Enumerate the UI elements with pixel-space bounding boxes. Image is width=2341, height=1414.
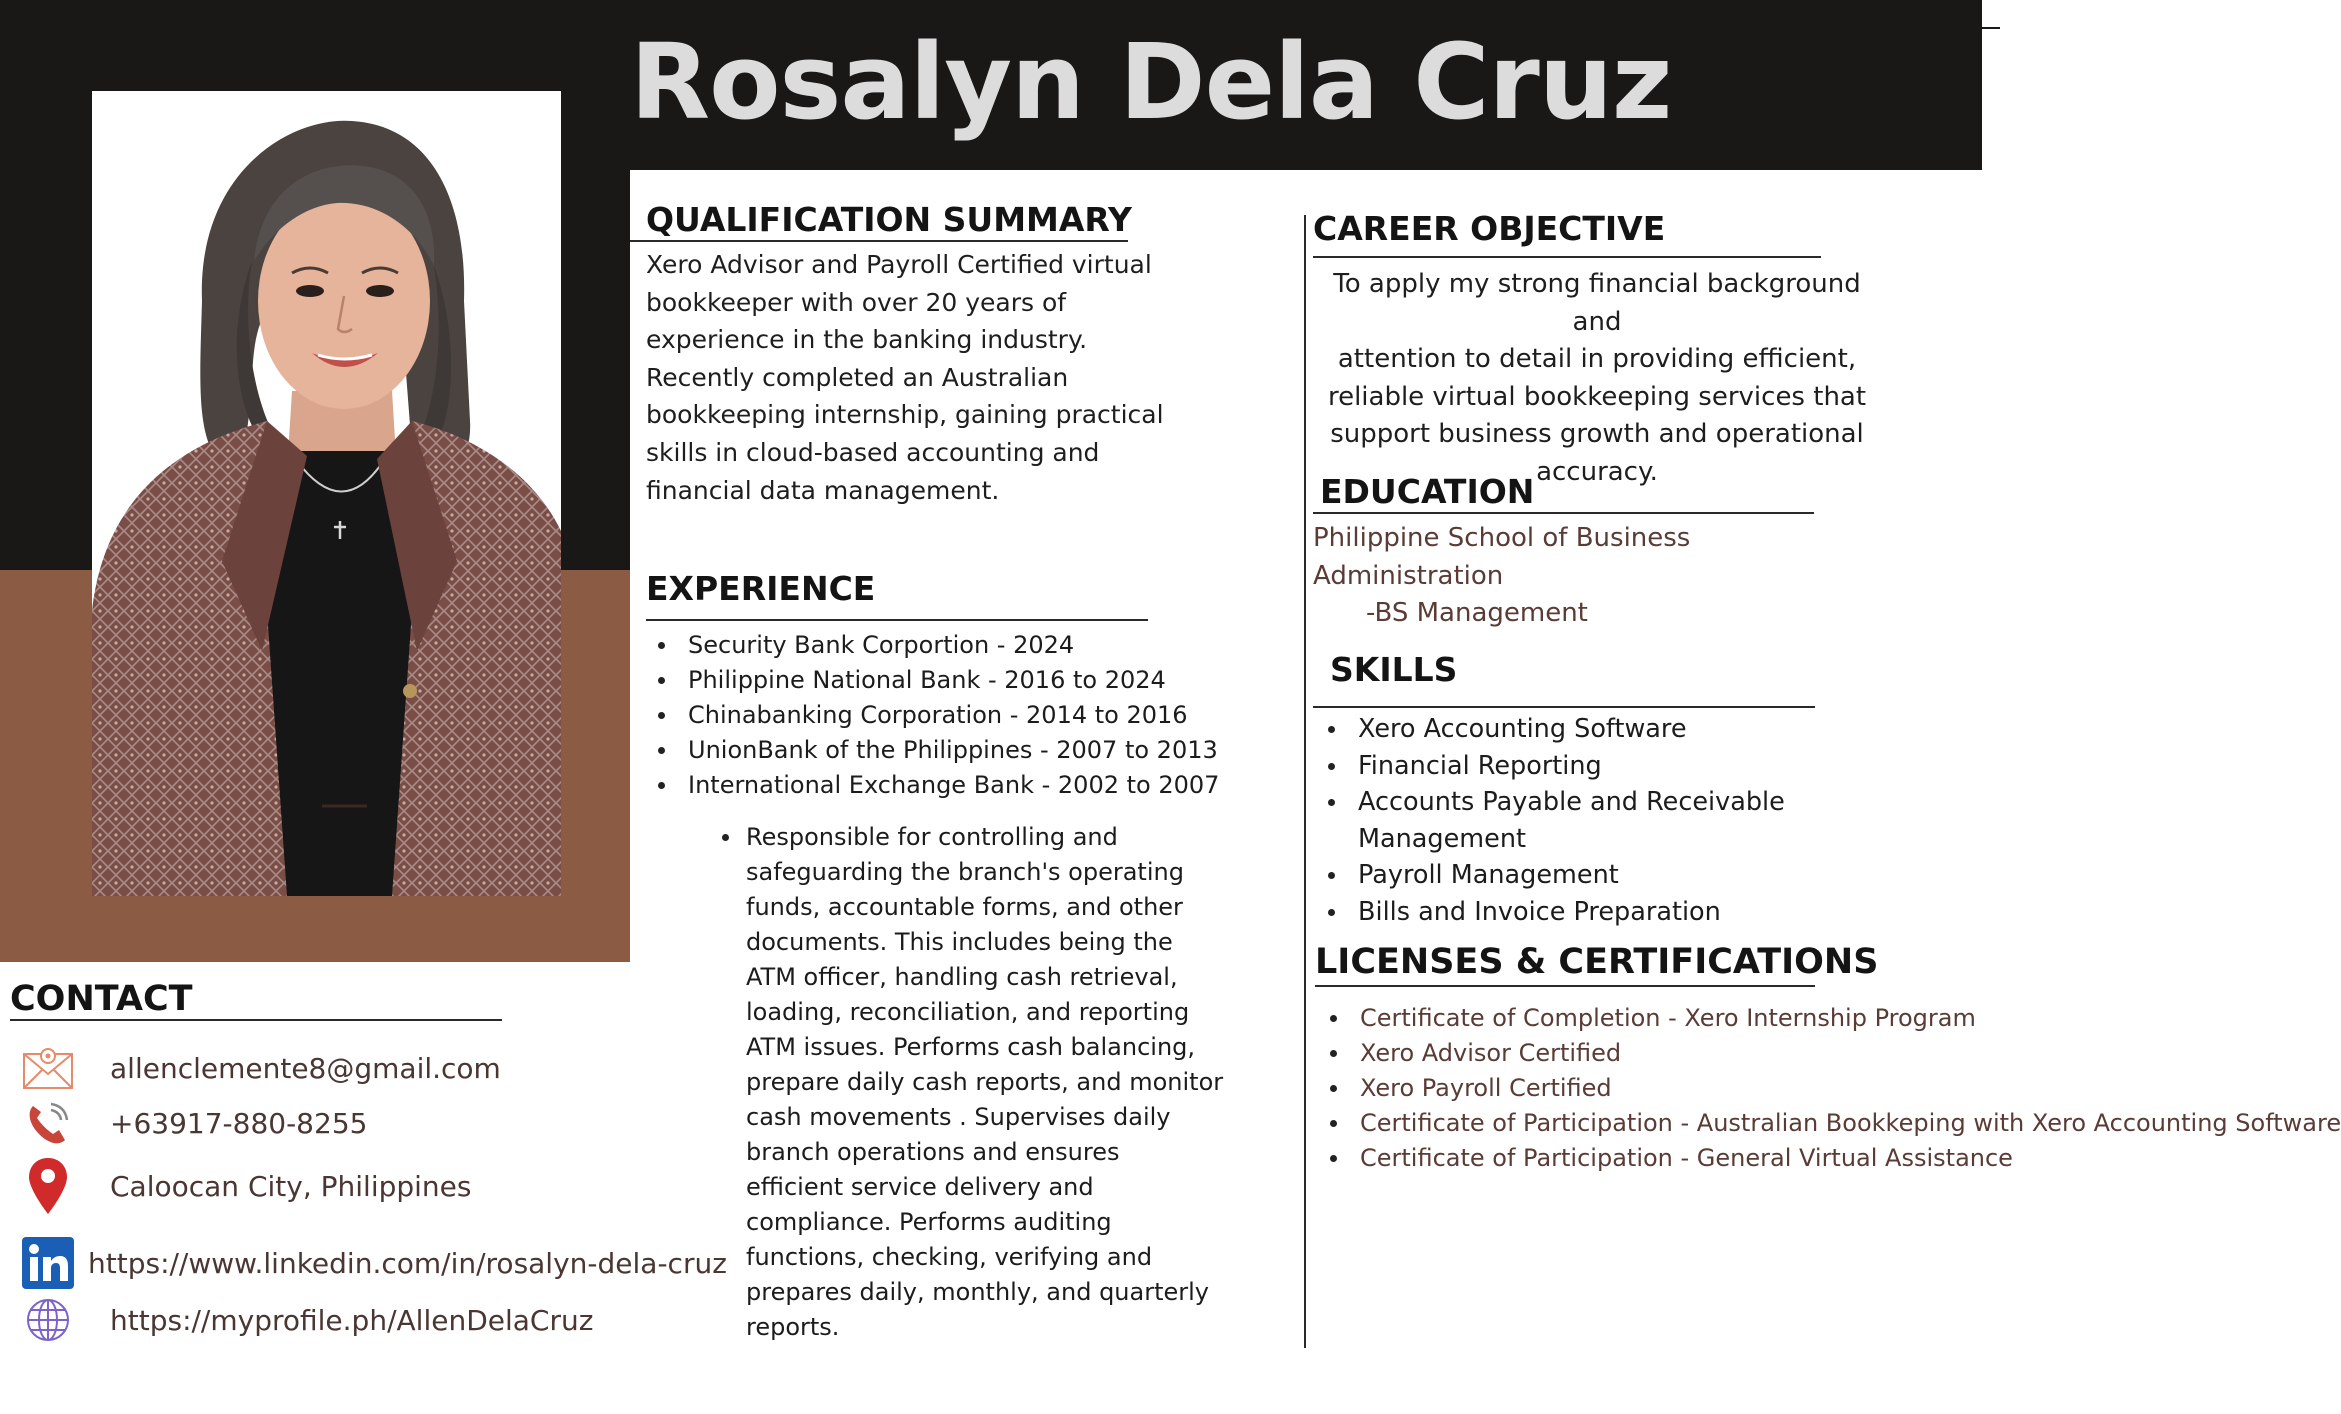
objective-line: reliable virtual bookkeeping services that (1327, 381, 1867, 412)
list-item: Certificate of Participation - Australian Bookkeping with Xero Accounting Software (1318, 1106, 1898, 1141)
contact-linkedin-link[interactable]: https://www.linkedin.com/in/rosalyn-dela-cruz (88, 1246, 727, 1280)
duty-line: prepare daily cash reports, and monitor (746, 1068, 1224, 1096)
duty-line: efficient service delivery and (746, 1173, 1094, 1201)
linkedin-icon (20, 1235, 76, 1291)
qualification-line: Recently completed an Australian (646, 362, 1069, 392)
duty-line: Responsible for controlling and (746, 823, 1118, 851)
duty-line: ATM issues. Performs cash balancing, (746, 1033, 1196, 1061)
contact-website-link[interactable]: https://myprofile.ph/AllenDelaCruz (110, 1303, 594, 1337)
list-item: Certificate of Completion - Xero Internship Program (1318, 1001, 1898, 1036)
skills-rule (1313, 706, 1815, 708)
contact-email[interactable]: allenclemente8@gmail.com (110, 1051, 501, 1085)
duty-line: loading, reconciliation, and reporting (746, 998, 1190, 1026)
duty-line: cash movements . Supervises daily (746, 1103, 1171, 1131)
objective-text (1313, 266, 1881, 491)
list-item: Chinabanking Corporation - 2014 to 2016 (646, 698, 1219, 733)
education-school: Philippine School of Business (1313, 523, 1691, 553)
profile-photo (92, 91, 561, 896)
duty-line: branch operations and ensures (746, 1138, 1120, 1166)
list-item: UnionBank of the Philippines - 2007 to 2013 (646, 733, 1219, 768)
licenses-rule (1315, 985, 1815, 987)
qualification-line: experience in the banking industry. (646, 325, 1088, 355)
list-item: Xero Accounting Software (1316, 711, 1856, 748)
objective-rule (1313, 256, 1821, 258)
duty-line: safeguarding the branch's operating (746, 858, 1184, 886)
objective-line: accuracy. (1536, 456, 1658, 487)
contact-rule (10, 1019, 502, 1021)
duty-line: documents. This includes being the (746, 928, 1173, 956)
list-item: Payroll Management (1316, 857, 1856, 894)
skills-list (1316, 711, 1856, 930)
licenses-list (1318, 1001, 2341, 1176)
qualification-line: bookkeeping internship, gaining practical (646, 400, 1164, 430)
experience-list (646, 628, 1219, 803)
list-item: Xero Advisor Certified (1318, 1036, 1898, 1071)
phone-icon (20, 1095, 76, 1151)
duty-line: funds, accountable forms, and other (746, 893, 1183, 921)
list-item: Financial Reporting (1316, 748, 1856, 785)
email-icon (20, 1040, 76, 1096)
objective-heading: CAREER OBJECTIVE (1313, 209, 1666, 248)
duty-line: compliance. Performs auditing (746, 1208, 1112, 1236)
experience-duties (722, 820, 1242, 1345)
experience-heading: EXPERIENCE (646, 569, 876, 608)
qualification-line: skills in cloud-based accounting and (646, 437, 1100, 467)
objective-line: support business growth and operational (1330, 419, 1864, 449)
education-school: Administration (1313, 560, 1504, 591)
corner-rule (1900, 27, 2000, 29)
duty-line: prepares daily, monthly, and quarterly (746, 1278, 1209, 1306)
contact-phone[interactable]: +63917-880-8255 (110, 1106, 368, 1140)
qualification-line: bookkeeper with over 20 years of (646, 287, 1067, 317)
skills-heading: SKILLS (1330, 650, 1458, 689)
qualification-line: financial data management. (646, 475, 1000, 505)
list-item: Bills and Invoice Preparation (1316, 894, 1856, 931)
list-item: Accounts Payable and Receivable Management (1316, 784, 1856, 857)
list-item: Philippine National Bank - 2016 to 2024 (646, 663, 1219, 698)
list-item: Xero Payroll Certified (1318, 1071, 1898, 1106)
list-item: Security Bank Corportion - 2024 (646, 628, 1219, 663)
contact-heading: CONTACT (10, 979, 193, 1019)
education-degree: -BS Management (1366, 598, 1588, 628)
duty-line: reports. (746, 1313, 840, 1341)
contact-location: Caloocan City, Philippines (110, 1169, 472, 1203)
education-rule (1313, 512, 1814, 514)
duty-line: functions, checking, verifying and (746, 1243, 1153, 1271)
education-entry (1313, 520, 1690, 633)
objective-line: To apply my strong financial background and (1333, 269, 1861, 337)
licenses-heading: LICENSES & CERTIFICATIONS (1315, 942, 1879, 982)
objective-line: attention to detail in providing efficient, (1337, 344, 1857, 374)
contact-location-row (20, 1158, 471, 1214)
column-divider (1304, 215, 1306, 1348)
contact-linkedin-row[interactable] (20, 1235, 727, 1291)
location-pin-icon (20, 1158, 76, 1214)
duty-line: ATM officer, handling cash retrieval, (746, 963, 1178, 991)
contact-phone-row[interactable] (20, 1095, 367, 1151)
qualification-text (646, 246, 1206, 509)
qualification-line: Xero Advisor and Payroll Certified virtual (646, 250, 1152, 279)
globe-icon (20, 1292, 76, 1348)
page-title: Rosalyn Dela Cruz (630, 21, 1672, 143)
list-item: International Exchange Bank - 2002 to 2007 (646, 768, 1219, 803)
qualification-rule (630, 240, 1128, 242)
experience-rule (646, 619, 1148, 621)
education-heading: EDUCATION (1320, 472, 1535, 511)
contact-website-row[interactable] (20, 1292, 593, 1348)
qualification-heading: QUALIFICATION SUMMARY (646, 200, 1132, 239)
contact-email-row[interactable] (20, 1040, 501, 1096)
list-item: Certificate of Participation - General Virtual Assistance (1318, 1141, 1898, 1176)
